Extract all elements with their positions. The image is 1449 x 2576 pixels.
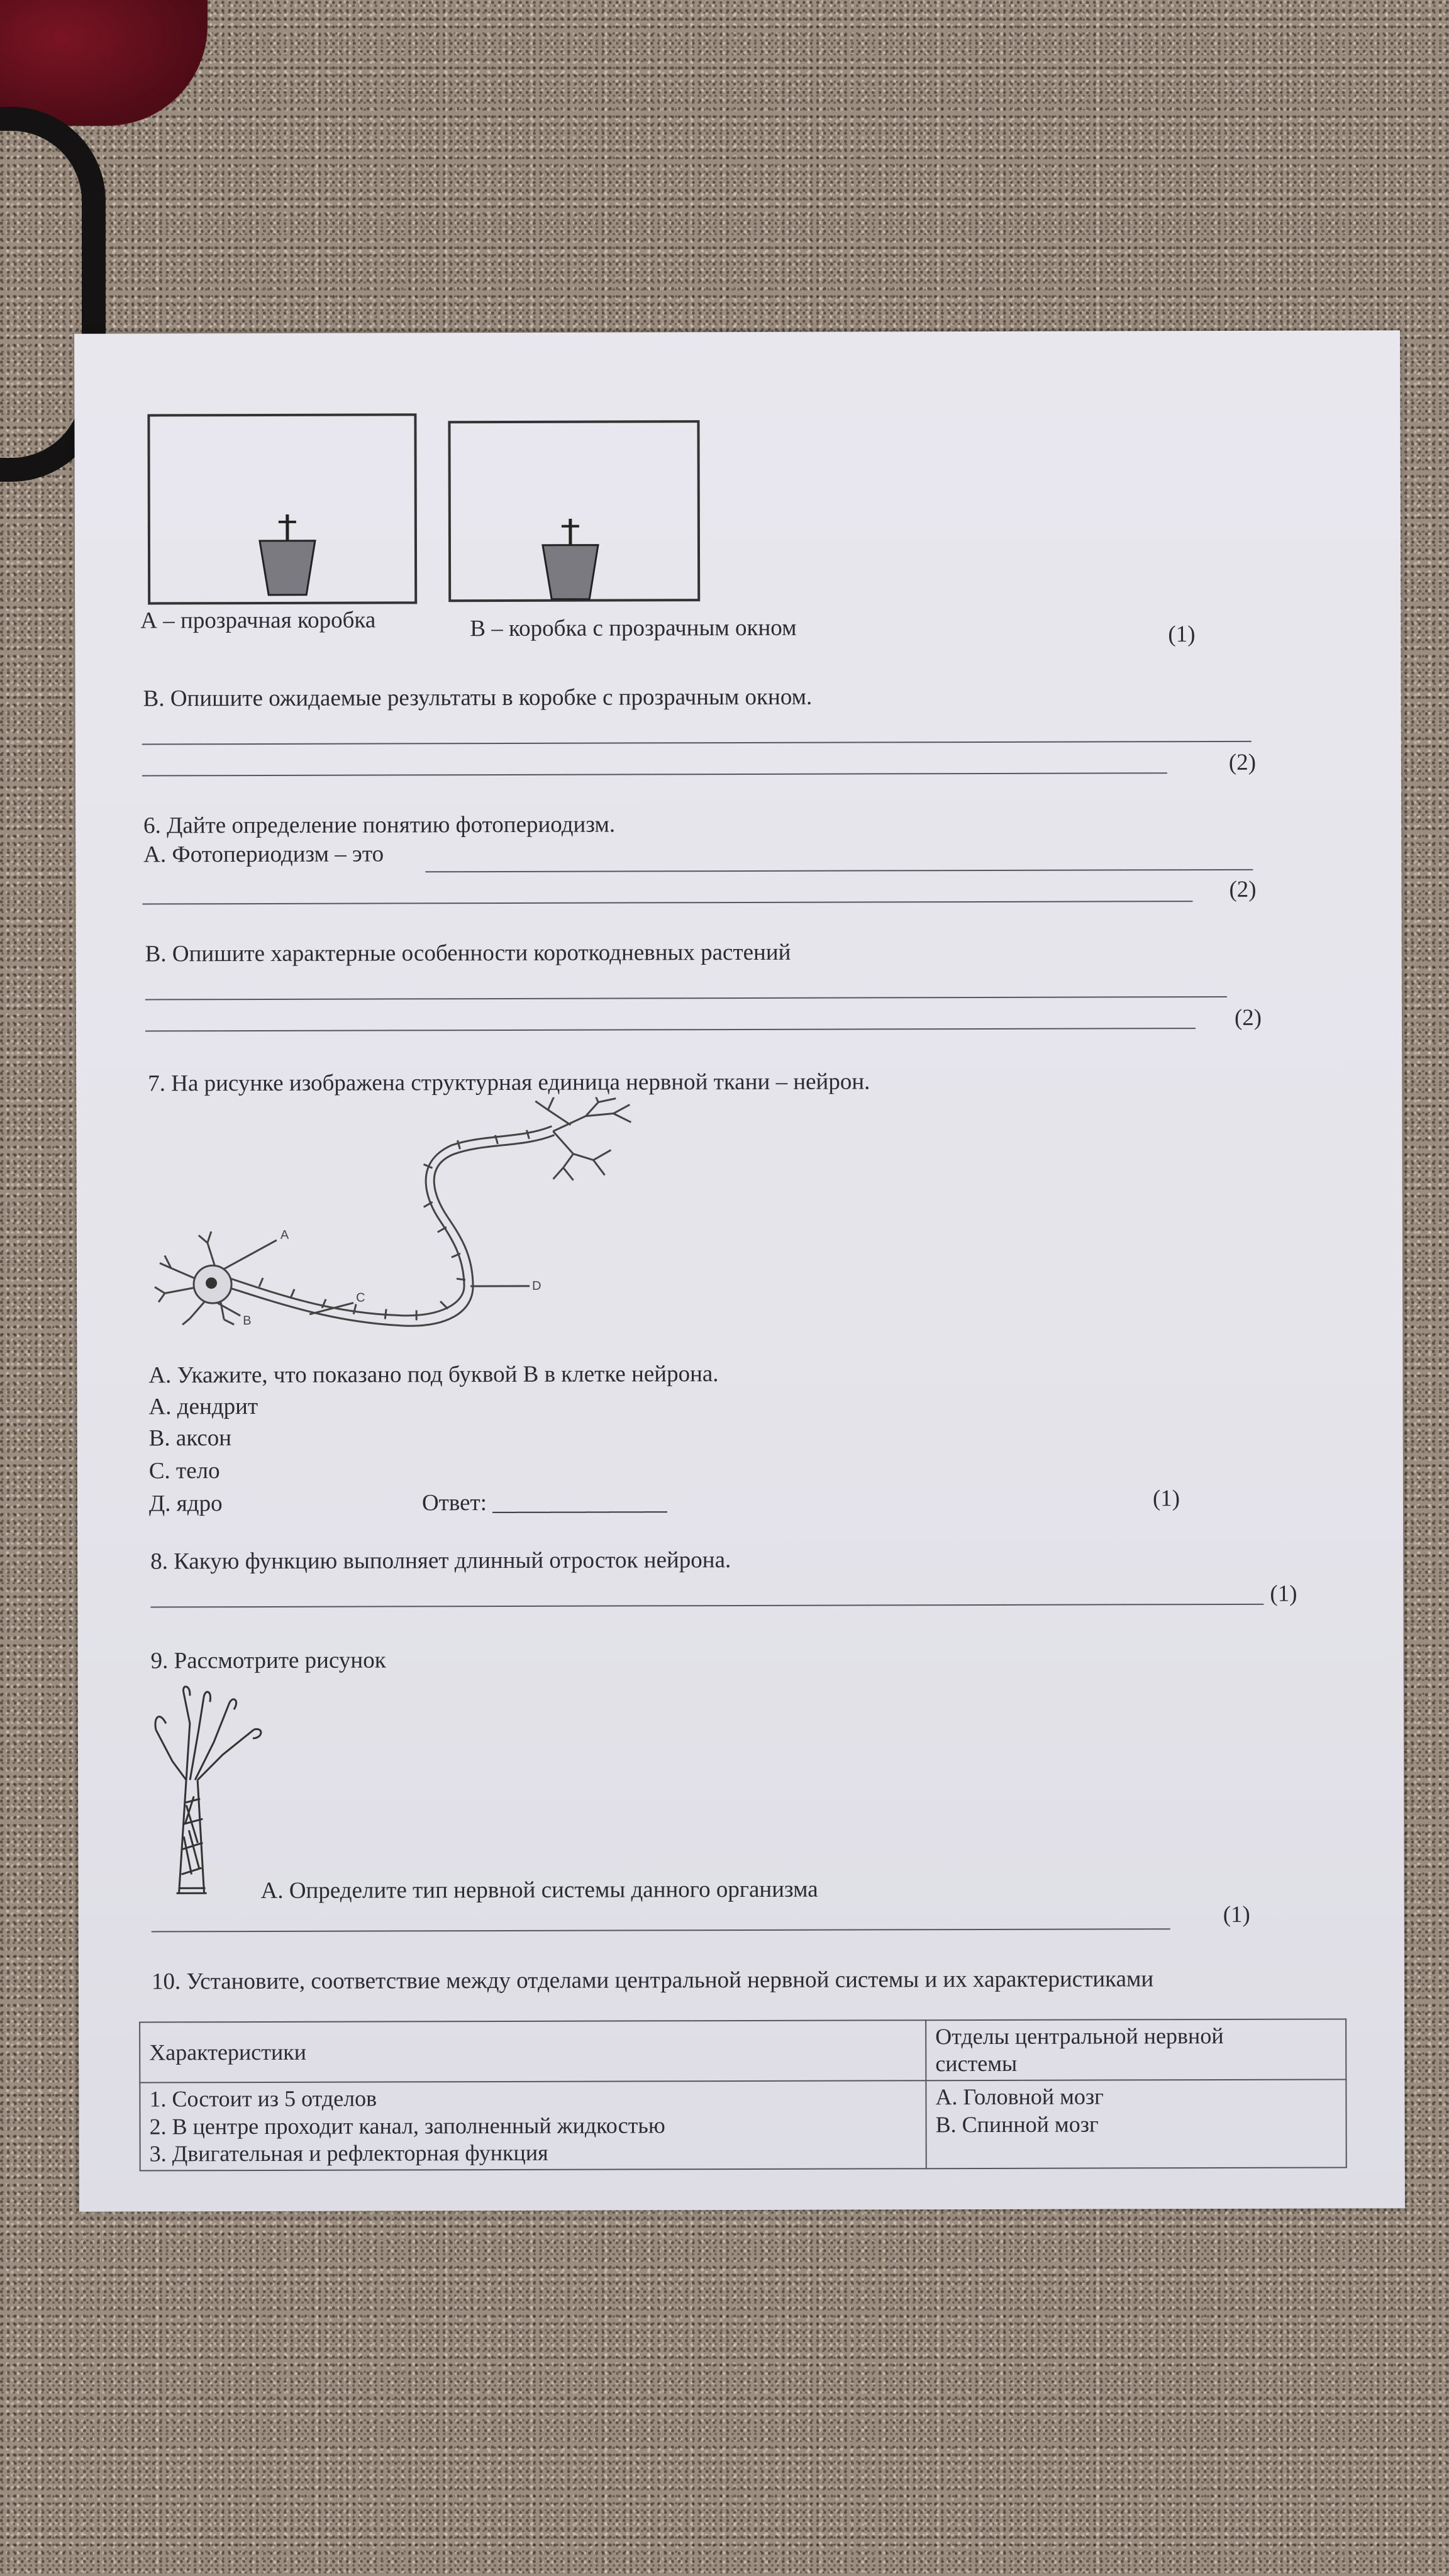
table-header-sections: [926, 2019, 1346, 2080]
neuron-label-c: C: [356, 1291, 365, 1305]
answer-line[interactable]: [145, 1028, 1196, 1031]
q7-option-c: С. тело: [148, 1458, 220, 1484]
characteristic-item: 3. Двигательная и рефлекторная функция: [149, 2140, 548, 2167]
section-item: В. Спинной мозг: [935, 2111, 1099, 2137]
neuron-nucleus: [206, 1277, 217, 1289]
score-q5a: (1): [1168, 621, 1196, 648]
answer-line[interactable]: [425, 869, 1253, 872]
q9-title: 9. Рассмотрите рисунок: [150, 1647, 386, 1674]
characteristic-item: 1. Состоит из 5 отделов: [149, 2085, 377, 2112]
plant-pot-a-icon: [257, 514, 320, 596]
answer-line[interactable]: [142, 741, 1252, 745]
score-q9: (1): [1223, 1901, 1250, 1928]
worksheet-page: [74, 330, 1405, 2212]
q7-answer-field[interactable]: Ответ: _______________: [421, 1489, 667, 1516]
q9-question: А. Определите тип нервной системы данного организма: [260, 1876, 818, 1904]
box-b-caption: В – коробка с прозрачным окном: [470, 614, 797, 642]
score-q6a: (2): [1229, 876, 1257, 902]
neuron-label-b: B: [243, 1314, 252, 1328]
characteristic-item: 2. В центре проходит канал, заполненный жидкостью: [149, 2112, 665, 2140]
answer-line[interactable]: [152, 1928, 1170, 1932]
q8-title: 8. Какую функцию выполняет длинный отросток нейрона.: [150, 1547, 731, 1575]
characteristics-cell: [140, 2081, 926, 2171]
q7-question: А. Укажите, что показано под буквой В в клетке нейрона.: [148, 1361, 719, 1389]
neuron-label-d: D: [532, 1279, 541, 1293]
q7-title: 7. На рисунке изображена структурная единица нервной ткани – нейрон.: [148, 1069, 870, 1097]
q7-option-a: А. дендрит: [148, 1394, 258, 1420]
plant-pot-b-icon: [540, 519, 603, 601]
table-header-characteristics: Характеристики: [140, 2020, 926, 2083]
q7-option-b: В. аксон: [148, 1425, 232, 1452]
score-q7: (1): [1152, 1485, 1180, 1512]
q7-option-d: Д. ядро: [148, 1491, 223, 1517]
sections-cell: [926, 2080, 1346, 2169]
score-q8: (1): [1270, 1580, 1297, 1607]
sections-header-line1: Отделы центральной нервной: [935, 2023, 1224, 2050]
q6b-prompt: В. Опишите характерные особенности короткодневных растений: [145, 939, 791, 967]
cns-matching-table: [139, 2018, 1347, 2171]
sections-header-line2: системы: [935, 2051, 1018, 2077]
box-a-caption: А – прозрачная коробка: [140, 607, 376, 634]
score-q5b: (2): [1228, 749, 1257, 775]
red-fabric: [0, 0, 208, 126]
neuron-label-a: A: [280, 1228, 289, 1242]
neuron-diagram: [145, 1097, 674, 1375]
answer-line[interactable]: [142, 772, 1167, 776]
score-q6b: (2): [1234, 1004, 1262, 1031]
hydra-figure: [153, 1685, 267, 1899]
answer-line[interactable]: [150, 1604, 1263, 1608]
q6a-prompt: А. Фотопериодизм – это: [143, 841, 384, 868]
answer-line[interactable]: [145, 996, 1227, 1001]
answer-line[interactable]: [142, 901, 1192, 904]
q5b-prompt: В. Опишите ожидаемые результаты в коробке с прозрачным окном.: [143, 684, 813, 712]
q10-title: 10. Установите, соответствие между отделами центральной нервной системы и их характеристиками: [151, 1966, 1154, 1995]
q6-title: 6. Дайте определение понятию фотопериодизм.: [143, 811, 616, 839]
section-item: А. Головной мозг: [935, 2084, 1104, 2110]
